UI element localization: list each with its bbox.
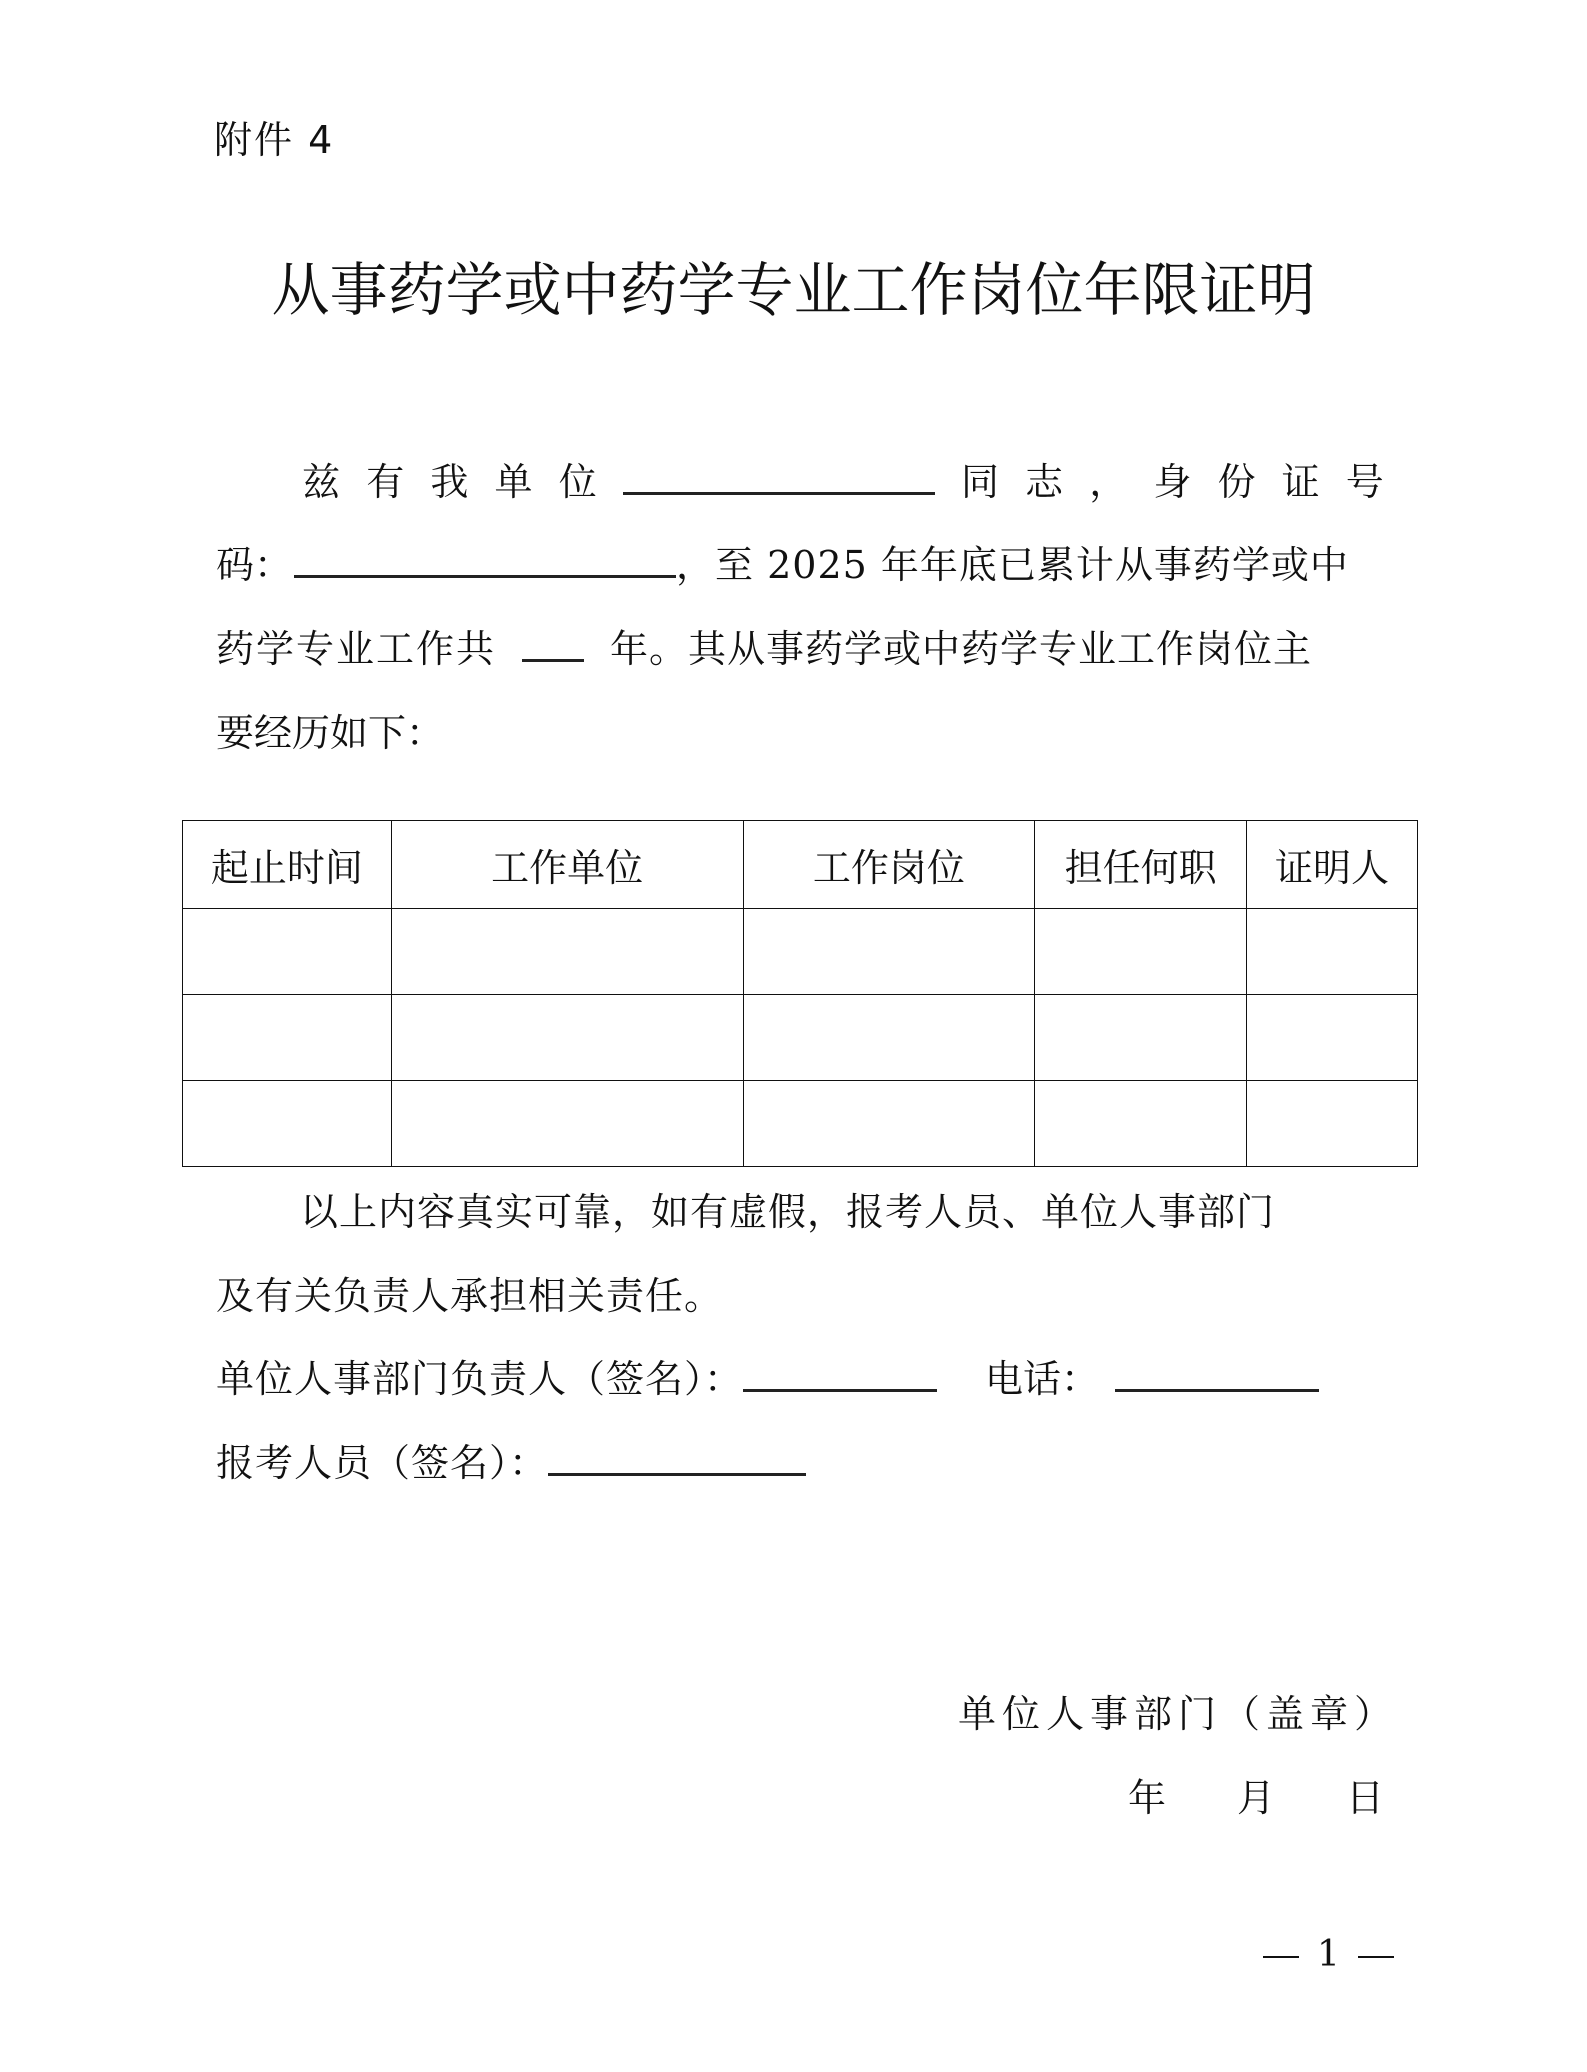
table-cell[interactable]: [183, 995, 392, 1081]
intro-char: 证: [1281, 460, 1320, 504]
date-day: 日: [1345, 1776, 1384, 1820]
hr-head-signature-field[interactable]: [743, 1359, 937, 1392]
intro-line-2: [216, 523, 1384, 607]
header-title: 担任何职: [1035, 821, 1247, 909]
dash-icon: [1263, 1956, 1299, 1958]
header-position: 工作岗位: [743, 821, 1035, 909]
table-cell[interactable]: [1035, 909, 1247, 995]
date-year: 年: [1128, 1776, 1167, 1820]
table-header-row: [183, 821, 1418, 909]
intro-char: 志: [1025, 460, 1064, 504]
table-cell[interactable]: [743, 1081, 1035, 1167]
document-title: 从事药学或中药学专业工作岗位年限证明: [271, 256, 1316, 324]
intro-line-4: 要经历如下：: [216, 711, 445, 755]
id-number-label: 码：: [216, 543, 293, 587]
years-blank-field[interactable]: [522, 629, 584, 662]
intro-char: 身: [1153, 460, 1192, 504]
table-row: [183, 909, 1418, 995]
table-cell[interactable]: [391, 995, 743, 1081]
table-row: [183, 1081, 1418, 1167]
table-cell[interactable]: [1035, 1081, 1247, 1167]
table-cell[interactable]: [743, 995, 1035, 1081]
intro-char: 兹: [302, 460, 341, 504]
page-number: [1245, 1930, 1412, 1980]
dash-icon: [1358, 1956, 1394, 1958]
phone-field[interactable]: [1115, 1359, 1319, 1392]
intro-char: 单: [494, 460, 533, 504]
page-number-value: 1: [1317, 1934, 1340, 1975]
header-witness: 证明人: [1247, 821, 1418, 909]
table-cell[interactable]: [391, 909, 743, 995]
intro-char: 号: [1345, 460, 1384, 504]
header-employer: 工作单位: [391, 821, 743, 909]
intro-char: ，: [1089, 460, 1128, 504]
intro-line-3: [216, 607, 1384, 691]
intro-char: 同: [960, 460, 999, 504]
table-cell[interactable]: [1247, 1081, 1418, 1167]
intro-line-1: [216, 440, 1384, 524]
intro-text: 药学专业工作共: [216, 627, 497, 671]
intro-text: 年。其从事药学或中药学专业工作岗位主: [610, 627, 1313, 671]
table-cell[interactable]: [183, 1081, 392, 1167]
table-cell[interactable]: [1247, 995, 1418, 1081]
intro-text: ，至 2025 年年底已累计从事药学或中: [676, 543, 1349, 587]
applicant-signature-label: 报考人员（签名）：: [216, 1441, 549, 1485]
stamp-label: 单位人事部门（盖章）: [958, 1692, 1399, 1736]
date-month: 月: [1236, 1776, 1275, 1820]
intro-char: 份: [1217, 460, 1256, 504]
intro-char: 位: [558, 460, 597, 504]
date-line: [1128, 1756, 1384, 1840]
table-row: [183, 995, 1418, 1081]
phone-label: 电话：: [985, 1357, 1100, 1401]
table-cell[interactable]: [1247, 909, 1418, 995]
header-period: 起止时间: [183, 821, 392, 909]
table-cell[interactable]: [1035, 995, 1247, 1081]
attachment-label: 附件 4: [214, 118, 335, 162]
table-cell[interactable]: [183, 909, 392, 995]
declaration-line-2: 及有关负责人承担相关责任。: [216, 1274, 724, 1318]
applicant-signature-field[interactable]: [548, 1443, 806, 1476]
hr-head-signature-label: 单位人事部门负责人（签名）：: [216, 1357, 744, 1401]
name-blank-field[interactable]: [623, 462, 935, 495]
applicant-signature-line: [216, 1421, 1384, 1505]
declaration-line-1: 以上内容真实可靠，如有虚假，报考人员、单位人事部门: [300, 1190, 1276, 1234]
table-cell[interactable]: [743, 909, 1035, 995]
intro-char: 我: [430, 460, 469, 504]
intro-char: 有: [366, 460, 405, 504]
id-number-blank-field[interactable]: [294, 545, 676, 578]
hr-signature-line: [216, 1337, 1384, 1421]
table-cell[interactable]: [391, 1081, 743, 1167]
work-history-table: [182, 820, 1418, 1167]
